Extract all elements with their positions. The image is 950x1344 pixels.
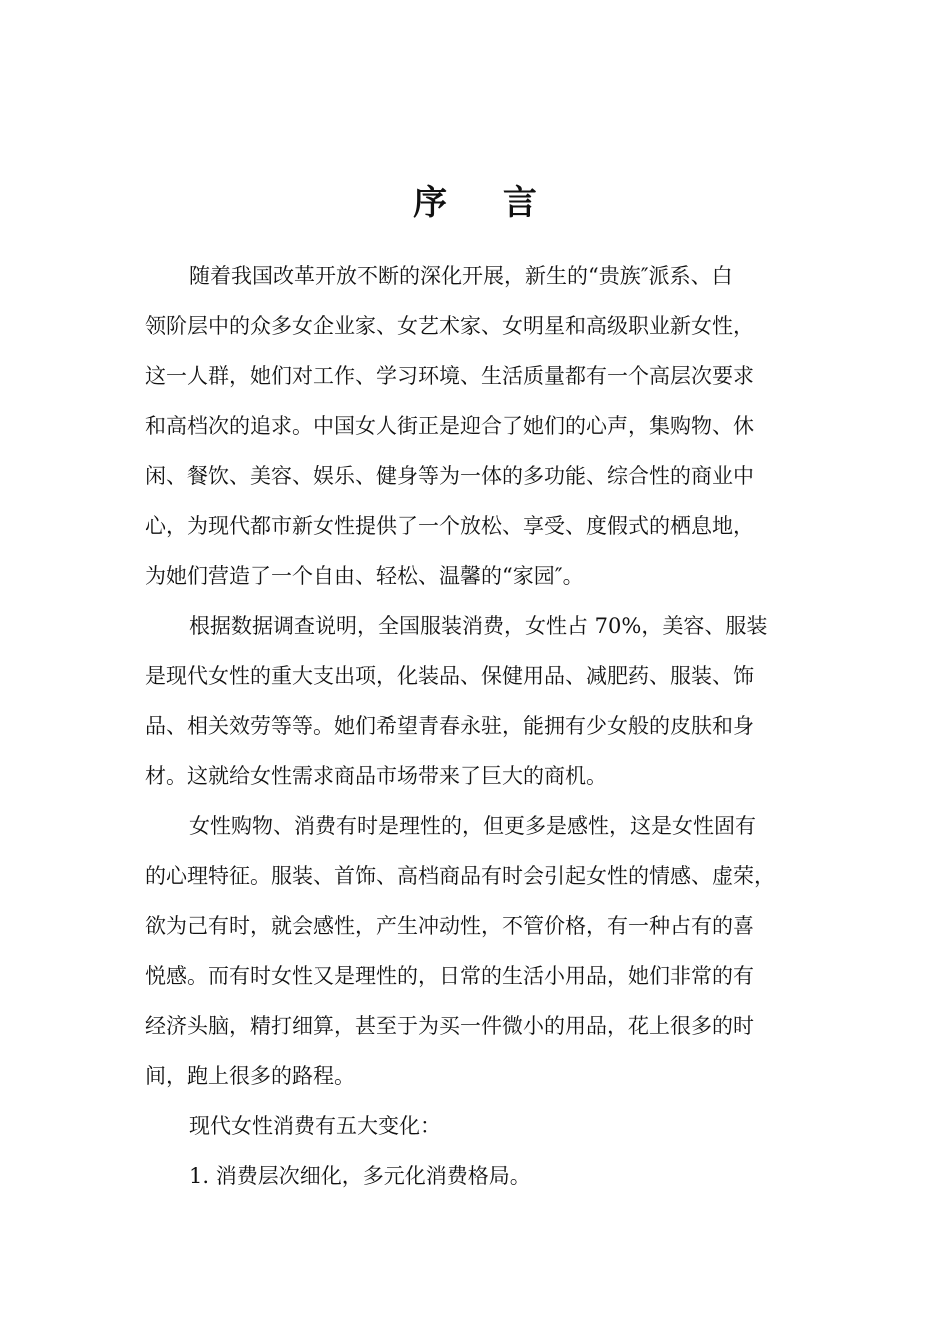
paragraph-line: 和高档次的追求。中国女人街正是迎合了她们的心声，集购物、休 xyxy=(145,414,754,438)
paragraph-line: 领阶层中的众多女企业家、女艺术家、女明星和高级职业新女性， xyxy=(145,314,754,338)
paragraph-line: 这一人群，她们对工作、学习环境、生活质量都有一个高层次要求 xyxy=(145,364,754,388)
paragraph-line: 现代女性消费有五大变化： xyxy=(189,1114,441,1138)
paragraph-line: 为她们营造了一个自由、轻松、温馨的“家园″。 xyxy=(145,564,584,588)
paragraph-line: 根据数据调查说明，全国服装消费，女性占 70%，美容、服装 xyxy=(189,614,768,638)
paragraph-line: 材。这就给女性需求商品市场带来了巨大的商机。 xyxy=(145,764,607,788)
paragraph-line: 闲、餐饮、美容、娱乐、健身等为一体的多功能、综合性的商业中 xyxy=(145,464,754,488)
list-item: 1. 消费层次细化，多元化消费格局。 xyxy=(189,1164,531,1188)
paragraph-line: 女性购物、消费有时是理性的，但更多是感性，这是女性固有 xyxy=(189,814,756,838)
paragraph-line: 心，为现代都市新女性提供了一个放松、享受、度假式的栖息地， xyxy=(145,514,754,538)
paragraph-line: 经济头脑，精打细算，甚至于为买一件微小的用品，花上很多的时 xyxy=(145,1014,754,1038)
paragraph-line: 间，跑上很多的路程。 xyxy=(145,1064,355,1088)
body-text xyxy=(145,251,825,1201)
paragraph-line: 的心理特征。服装、首饰、高档商品有时会引起女性的情感、虚荣， xyxy=(145,864,775,888)
paragraph-line: 欲为己有时，就会感性，产生冲动性，不管价格，有一种占有的喜 xyxy=(145,914,754,938)
page-title: 序 言 xyxy=(413,183,559,223)
paragraph-line: 随着我国改革开放不断的深化开展，新生的“贵族″派系、白 xyxy=(189,264,733,288)
paragraph-line: 品、相关效劳等等。她们希望青春永驻，能拥有少女般的皮肤和身 xyxy=(145,714,754,738)
paragraph-line: 是现代女性的重大支出项，化装品、保健用品、减肥药、服装、饰 xyxy=(145,664,754,688)
paragraph-line: 悦感。而有时女性又是理性的，日常的生活小用品，她们非常的有 xyxy=(145,964,754,988)
